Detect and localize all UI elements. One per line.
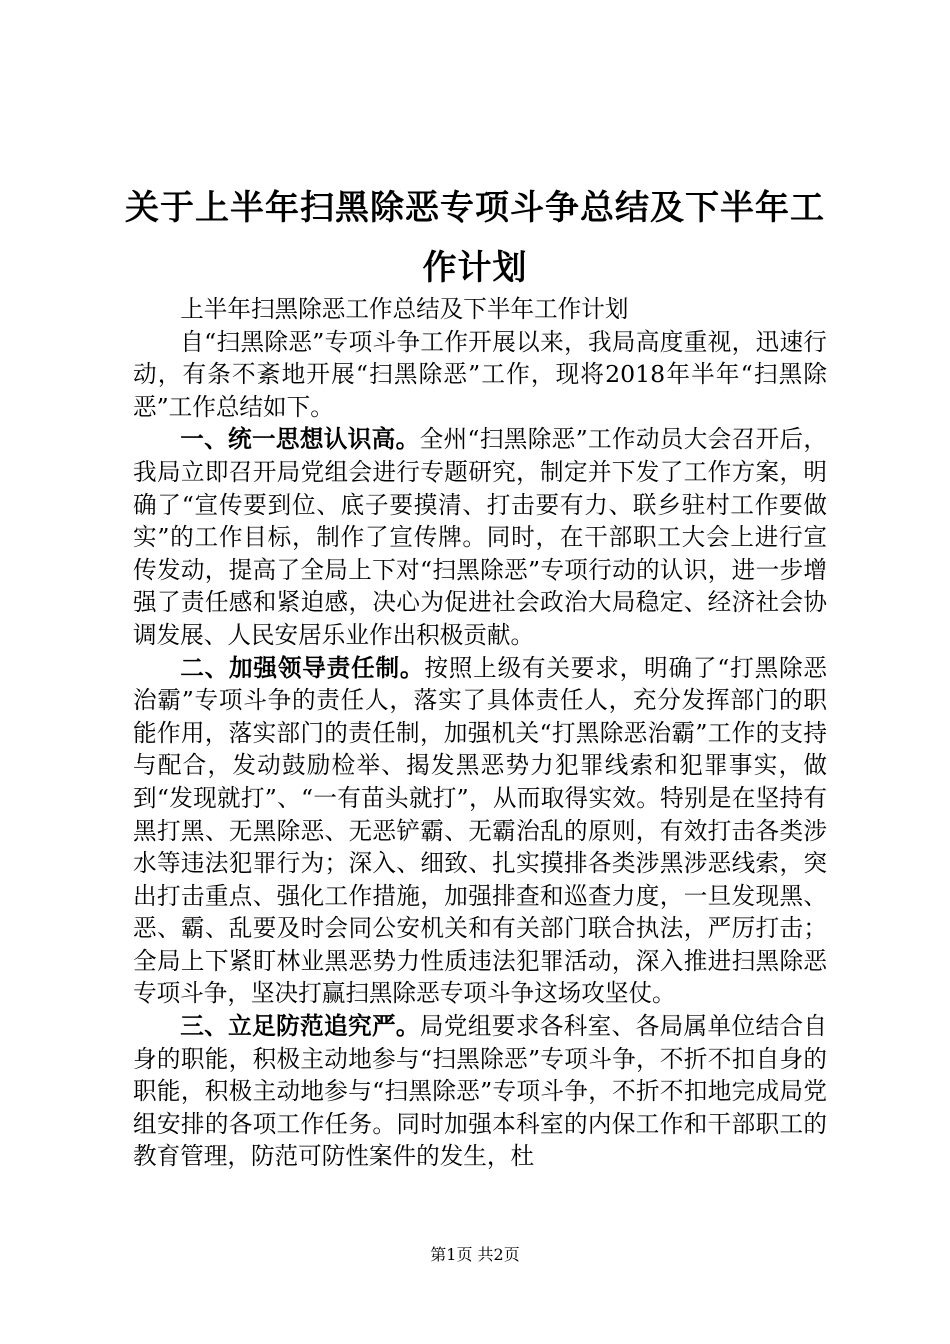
document-title: 关于上半年扫黑除恶专项斗争总结及下半年工作计划	[125, 188, 825, 288]
section-text-3: 局党组要求各科室、各局属单位结合自身的职能，积极主动地参与“扫黑除恶”专项斗争，不折不扣自身的职能，积极主动地参与“扫黑除恶”专项斗争，不折不扣地完成局党组安排的各项工作任务。同时加强本科室的内保工作和干部职工的教育管理，防范可防性案件的发生，杜	[133, 1012, 828, 1171]
page-number-footer: 第1页 共2页	[430, 1245, 520, 1264]
section-heading-2: 二、加强领导责任制。	[180, 653, 425, 682]
section-text-1: 全州“扫黑除恶”工作动员大会召开后，我局立即召开局党组会进行专题研究，制定并下发了工作方案，明确了“宣传要到位、底子要摸清、打击要有力、联乡驻村工作要做实”的工作目标，制作了宣传牌。同时，在干部职工大会上进行宣传发动，提高了全局上下对“扫黑除恶”专项行动的认识，进一步增强了责任感和紧迫感，决心为促进社会政治大局稳定、经济社会协调发展、人民安居乐业作出积极贡献。	[133, 425, 828, 649]
subtitle-paragraph: 上半年扫黑除恶工作总结及下半年工作计划	[180, 295, 629, 323]
section-paragraph-1	[133, 423, 827, 651]
section-text-2: 按照上级有关要求，明确了“打黑除恶治霸”专项斗争的责任人，落实了具体责任人，充分发挥部门的职能作用，落实部门的责任制，加强机关“打黑除恶治霸”工作的支持与配合，发动鼓励检举、揭发黑恶势力犯罪线索和犯罪事实，做到“发现就打”、“一有苗头就打”，从而取得实效。特别是在坚持有黑打黑、无黑除恶、无恶铲霸、无霸治乱的原则，有效打击各类涉水等违法犯罪行为；深入、细致、扎实摸排各类涉黑涉恶线索，突出打击重点、强化工作措施，加强排查和巡查力度，一旦发现黑、恶、霸、乱要及时会同公安机关和有关部门联合执法，严厉打击；全局上下紧盯林业黑恶势力性质违法犯罪活动，深入推进扫黑除恶专项斗争，坚决打赢扫黑除恶专项斗争这场攻坚仗。	[133, 653, 828, 1008]
document-body	[133, 293, 827, 1173]
intro-paragraph: 自“扫黑除恶”专项斗争工作开展以来，我局高度重视，迅速行动，有条不紊地开展“扫黑除恶”工作，现将2018年半年“扫黑除恶”工作总结如下。	[133, 327, 827, 421]
section-paragraph-2	[133, 652, 827, 1011]
section-heading-3: 三、立足防范追究严。	[180, 1012, 420, 1041]
section-paragraph-3	[133, 1010, 827, 1173]
section-heading-1: 一、统一思想认识高。	[180, 425, 420, 454]
